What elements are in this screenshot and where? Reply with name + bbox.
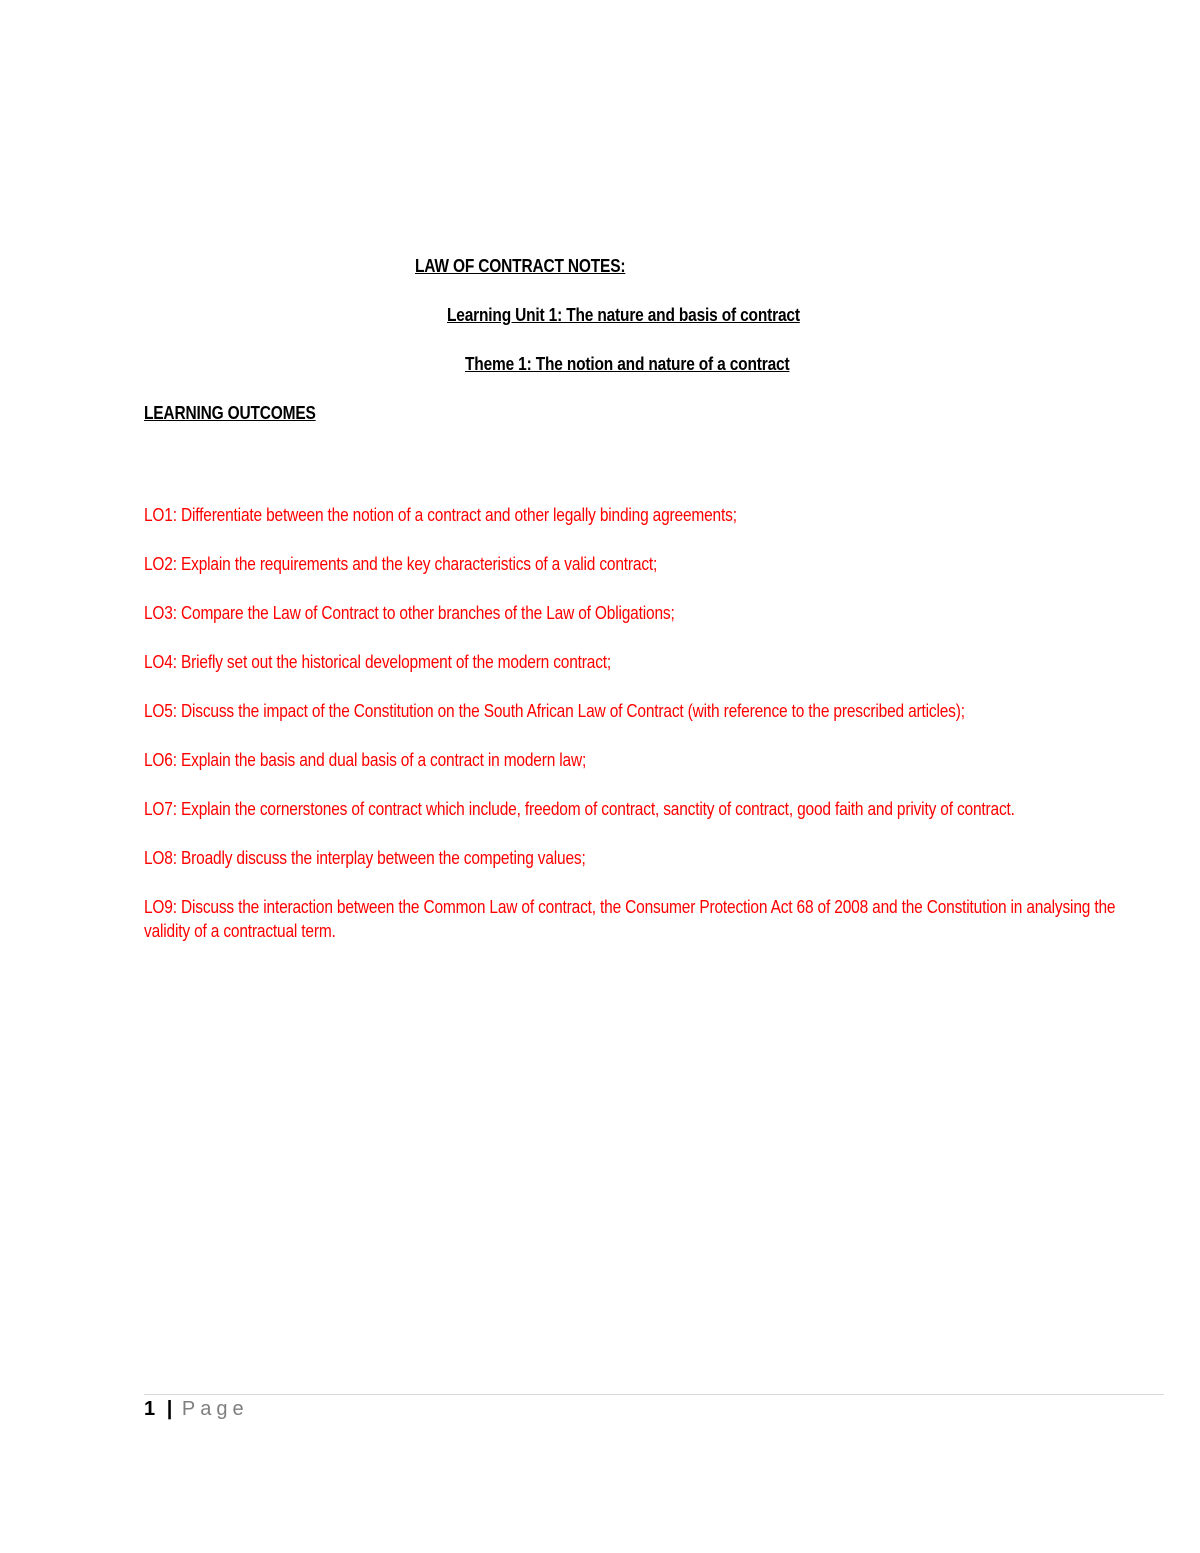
learning-outcome-lo6: LO6: Explain the basis and dual basis of a contract in modern law; xyxy=(144,750,587,770)
learning-outcome-lo9: LO9: Discuss the interaction between the Common Law of contract, the Consumer Protection Act 68 of 2008 and the Constitution in analysing the validity of a contractual term. xyxy=(144,897,1116,941)
page-number: 1 xyxy=(144,1398,156,1420)
learning-outcome-lo7: LO7: Explain the cornerstones of contract which include, freedom of contract, sanctity of contract, good faith and privity of contract. xyxy=(144,799,1015,819)
learning-outcomes-heading: LEARNING OUTCOMES xyxy=(144,403,316,423)
learning-outcome-lo3: LO3: Compare the Law of Contract to other branches of the Law of Obligations; xyxy=(144,603,675,623)
theme-title: Theme 1: The notion and nature of a contract xyxy=(465,354,790,374)
learning-outcomes-list xyxy=(144,503,1200,968)
learning-outcome-lo1: LO1: Differentiate between the notion of a contract and other legally binding agreements; xyxy=(144,505,737,525)
learning-outcome-lo2: LO2: Explain the requirements and the key characteristics of a valid contract; xyxy=(144,554,658,574)
learning-outcome-lo4: LO4: Briefly set out the historical development of the modern contract; xyxy=(144,652,612,672)
page-footer xyxy=(144,1398,249,1421)
learning-outcome-lo8: LO8: Broadly discuss the interplay between the competing values; xyxy=(144,848,586,868)
footer-divider xyxy=(144,1394,1164,1395)
learning-outcome-lo5: LO5: Discuss the impact of the Constitution on the South African Law of Contract (with reference to the prescribed articles); xyxy=(144,701,965,721)
page-separator: | xyxy=(166,1398,173,1420)
document-title: LAW OF CONTRACT NOTES: xyxy=(415,256,626,276)
page-label: Page xyxy=(181,1398,249,1420)
learning-unit-title: Learning Unit 1: The nature and basis of contract xyxy=(447,305,800,325)
